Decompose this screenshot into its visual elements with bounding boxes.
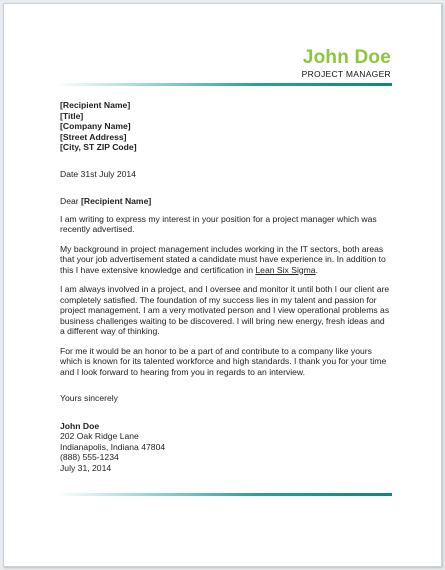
recipient-title: [Title] [60, 110, 84, 121]
top-divider [56, 83, 392, 86]
lean-six-sigma-link[interactable]: Lean Six Sigma [255, 264, 316, 275]
letterhead [302, 48, 391, 80]
paragraph-2-end: . [315, 264, 318, 275]
signature-block [60, 421, 390, 474]
signature-date: July 31, 2014 [60, 462, 112, 473]
salutation-name: [Recipient Name] [81, 196, 152, 206]
signature-city: Indianapolis, Indiana 47804 [60, 441, 166, 452]
recipient-street: [Street Address] [60, 131, 127, 142]
letter-date: Date 31st July 2014 [60, 168, 136, 179]
closing: Yours sincerely [60, 393, 118, 403]
signature-name: John Doe [60, 420, 100, 431]
paragraph-4: For me it would be an honor to be a part of and contribute to a company like yours which is known for its talented workforce and high standards. I thank you for your time and I look forward to hearing from you in regards to an interview. [60, 345, 387, 377]
salutation-prefix: Dear [60, 196, 82, 206]
sender-name: John Doe [302, 47, 391, 68]
salutation [60, 196, 390, 207]
recipient-company: [Company Name] [60, 121, 131, 131]
sender-title: PROJECT MANAGER [301, 69, 391, 79]
signature-phone: (888) 555-1234 [60, 452, 119, 462]
bottom-divider [56, 493, 392, 496]
letter-body [60, 100, 390, 473]
paragraph-2-text: My background in project management includes working in the IT sectors, both areas that your job advertisement stated a candidate must have experience in. In addition to this I have extensive knowledge and certification in [60, 243, 386, 275]
recipient-name: [Recipient Name] [60, 100, 131, 110]
paragraph-3: I am always involved in a project, and I oversee and monitor it until both I our client are completely satisfied. The foundation of my success lies in my talent and passion for project management. I am a very motivated person and I view operational problems as business challenges waiting to be discovered. I will bring new energy, fresh ideas and a different way of thinking. [60, 284, 390, 336]
paragraph-1: I am writing to express my interest in your position for a project manager which was recently advertised. [60, 213, 377, 234]
signature-street: 202 Oak Ridge Lane [60, 431, 139, 441]
recipient-city: [City, ST ZIP Code] [60, 142, 137, 152]
paragraph-2 [60, 244, 390, 276]
letter-page [3, 3, 442, 567]
recipient-address [60, 100, 390, 153]
